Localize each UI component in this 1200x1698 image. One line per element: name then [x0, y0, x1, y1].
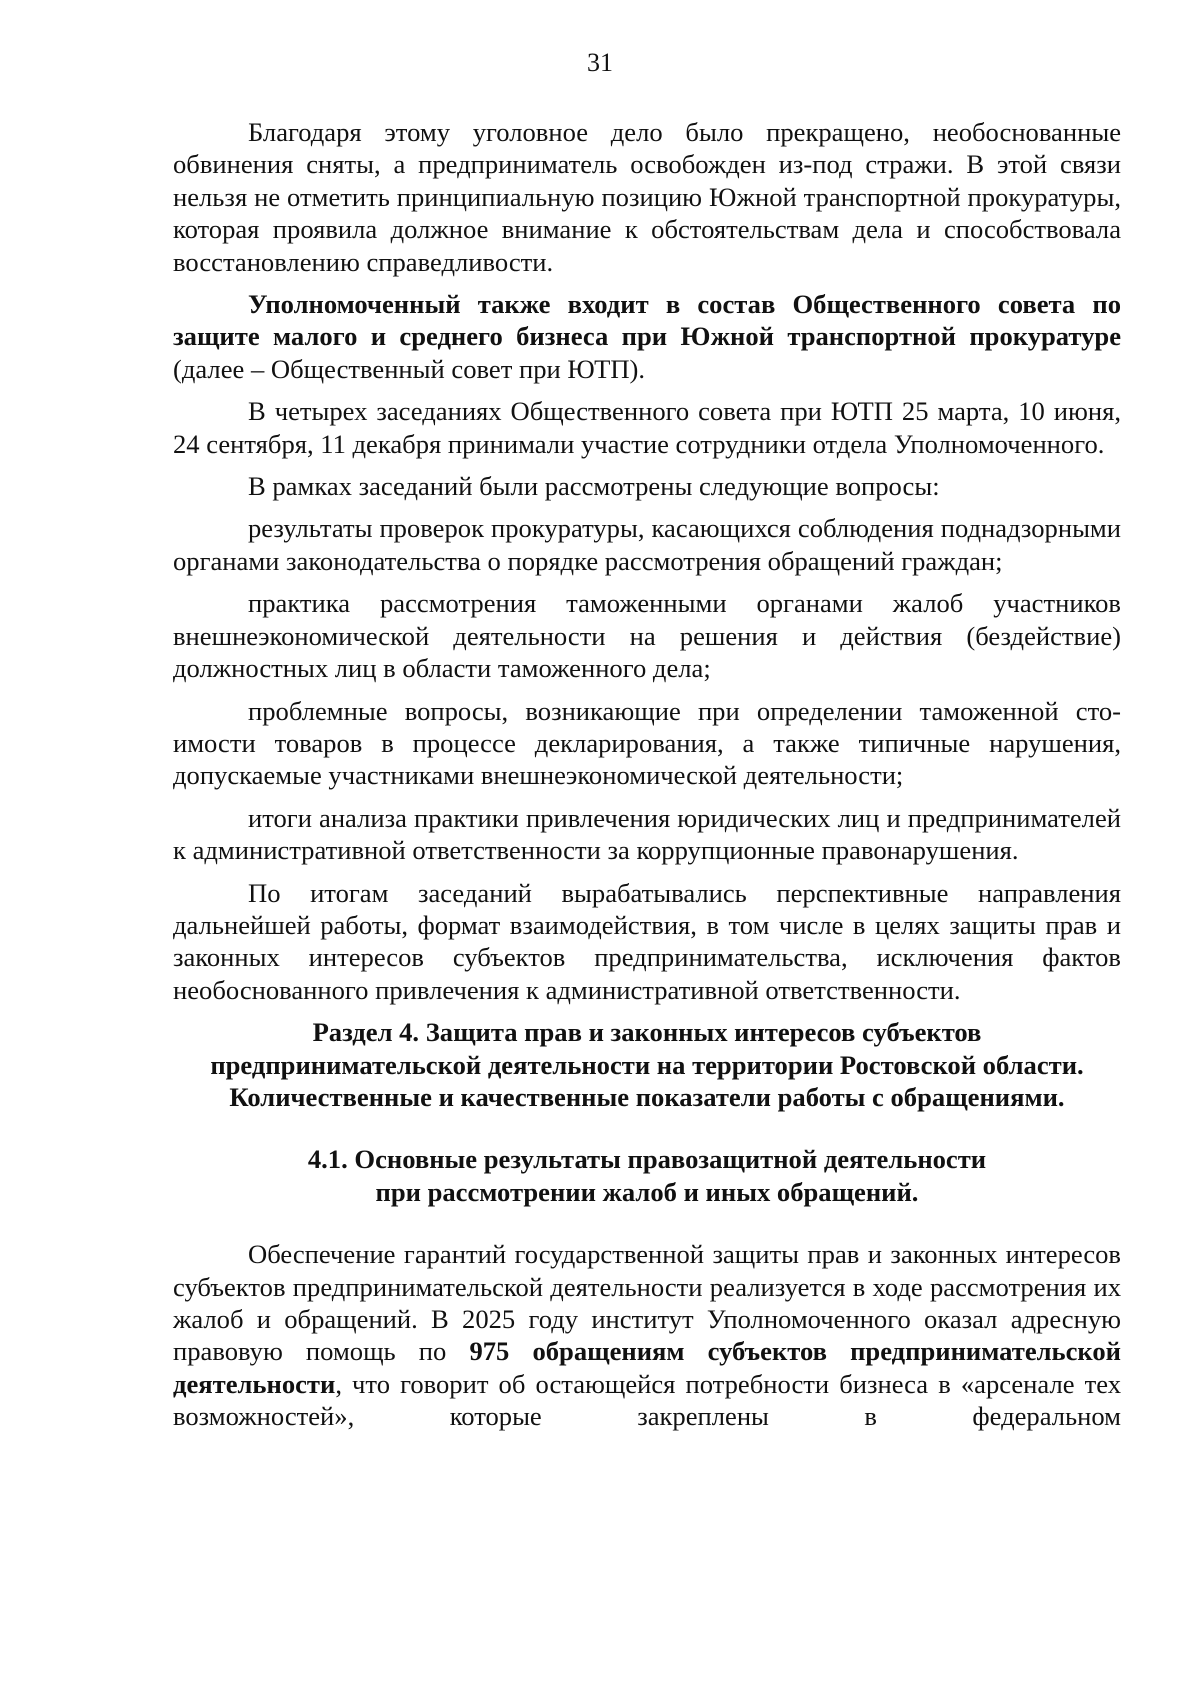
- section-heading-line: Раздел 4. Защита прав и законных интересов субъектов: [312, 1017, 982, 1048]
- list-item-customs-complaints: практика рассмотрения таможенными органами жалоб участников внешнеэкономической деятельности на решения и действия (бездействие) должностных лиц в области таможенного дела;: [173, 588, 1121, 684]
- subsection-heading-line: 4.1. Основные результаты правозащитной деятельности: [307, 1144, 987, 1175]
- bold-statement-council: Уполномоченный также входит в состав Общественного совета по защите малого и среднего бизнеса при Южной транспортной прокуратуре: [173, 289, 1121, 352]
- section-heading-line: предпринимательской деятельности на территории Ростовской области.: [210, 1049, 1084, 1080]
- council-abbreviation-note: (далее – Общественный совет при ЮТП).: [173, 353, 646, 384]
- page-number: 31: [587, 48, 613, 77]
- subsection-heading: [173, 1143, 1121, 1208]
- paragraph-public-council-membership: [173, 288, 1121, 385]
- list-item-prosecutor-checks: результаты проверок прокуратуры, касающихся соблюдения поднадзорными органами законодательства о порядке рассмотрения обращений граждан;: [173, 513, 1121, 576]
- legal-assistance-continuation: , что говорит об остающейся потребности бизнеса в «арсенале тех возможностей», которые закреплены в федеральном: [173, 1368, 1121, 1432]
- paragraph-issues-intro: В рамках заседаний были рассмотрены следующие вопросы:: [248, 471, 940, 502]
- section-heading: [173, 1016, 1121, 1113]
- section-heading-line: Количественные и качественные показатели работы с обращениями.: [229, 1081, 1065, 1112]
- bold-appeals-count: 975 обращениям субъектов предпринимательской деятельности: [173, 1336, 1121, 1399]
- paragraph-legal-assistance: [173, 1238, 1121, 1432]
- legal-assistance-text: Обеспечение гарантий государственной защиты прав и законных интересов субъектов предпринимательской деятельности реализуется в ходе рассмотрения их жалоб и обращений. В 2025 году институт Уполномоченного оказал адресную правовую помощь по: [173, 1239, 1121, 1367]
- list-item-customs-valuation: проблемные вопросы, возникающие при определении таможенной стоимости товаров в процессе декларирования, а также типичные нарушения, допускаемые участниками внешнеэкономической деятельности;: [173, 695, 1121, 791]
- paragraph-prosecution-outcome: Благодаря этому уголовное дело было прекращено, необоснованные обвинения сняты, а предприниматель освобожден из-под стражи. В этой связи нельзя не отметить принципиальную позицию Южной транспортной прокуратуры, которая проявила должное внимание к обстоятельствам дела и способствовала восстановлению справедливости.: [173, 117, 1121, 277]
- paragraph-meeting-results: По итогам заседаний вырабатывались перспективные направления дальнейшей работы, формат взаимодействия, в том числе в целях защиты прав и законных интересов субъектов предпринимательства, исключения фактов необоснованного привлечения к административной ответственности.: [173, 877, 1121, 1005]
- list-item-corruption-analysis: итоги анализа практики привлечения юридических лиц и предпринимателей к административной ответственности за коррупционные правонарушения.: [173, 802, 1121, 866]
- paragraph-council-meetings: В четырех заседаниях Общественного совета при ЮТП 25 марта, 10 июня, 24 сентября, 11 декабря принимали участие сотрудники отдела Уполномоченного.: [173, 396, 1121, 459]
- document-body: [173, 116, 1121, 1443]
- subsection-heading-line: при рассмотрении жалоб и иных обращений.: [375, 1176, 919, 1207]
